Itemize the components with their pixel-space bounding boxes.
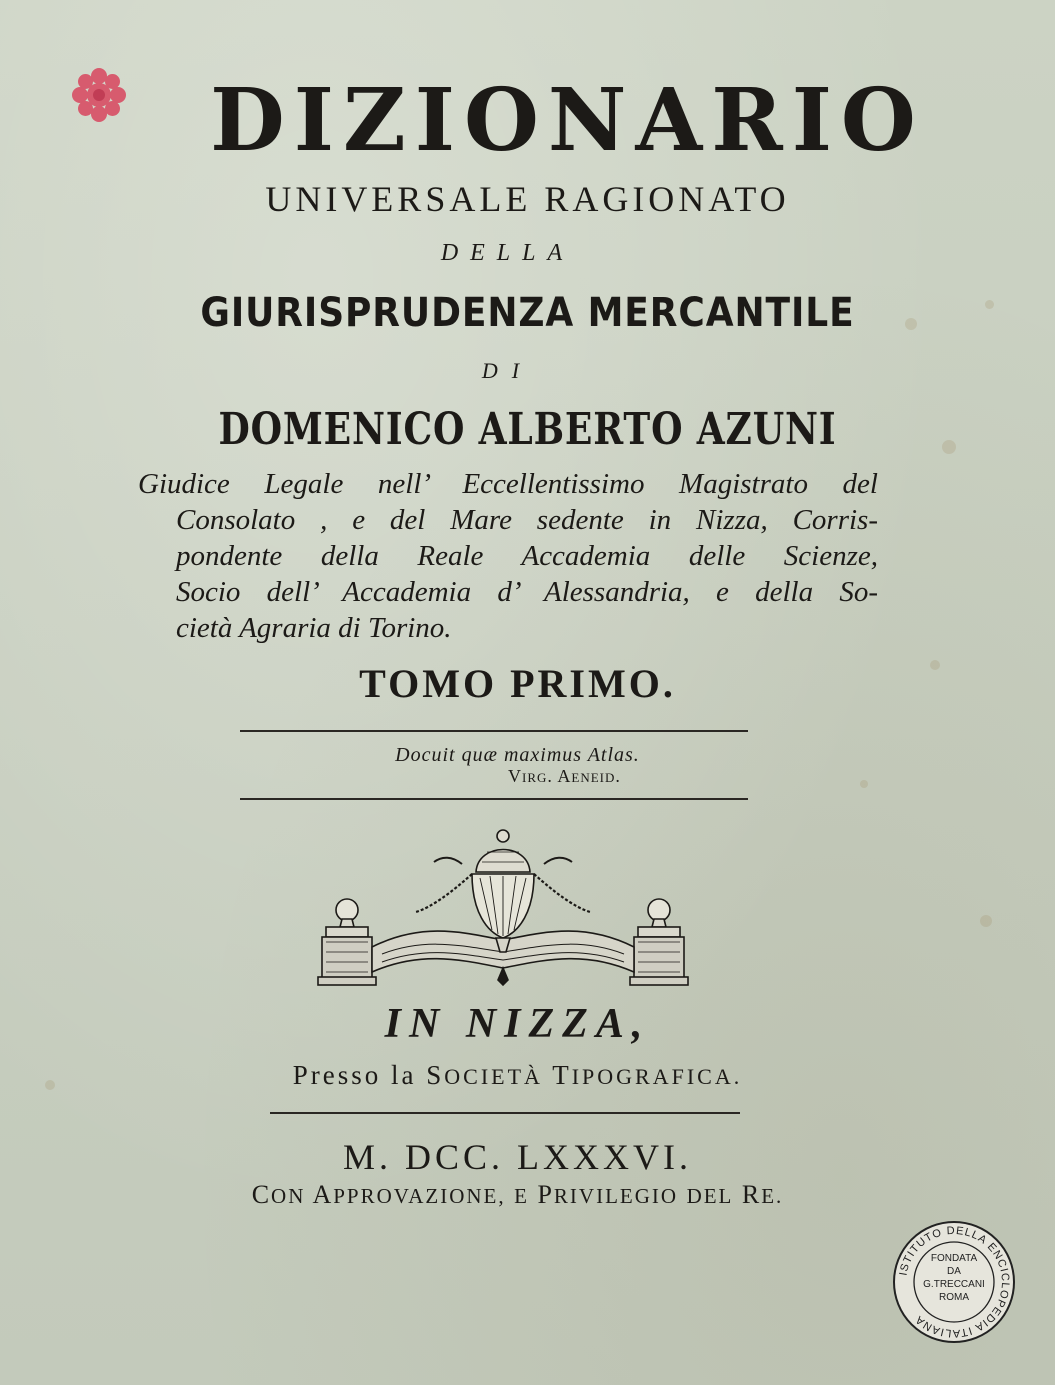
- subtitle-line-2: GIURISPRUDENZA MERCANTILE: [200, 290, 855, 336]
- subtitle-line-1: UNIVERSALE RAGIONATO: [265, 179, 790, 219]
- credential-line: Giudice Legale nell’ Eccellentissimo Magistrato del: [138, 468, 878, 500]
- credential-line: Socio dell’ Accademia d’ Alessandria, e della So-: [176, 576, 878, 608]
- privilege-initial: A: [312, 1180, 334, 1209]
- imprint-city: IN NIZZA,: [384, 1001, 651, 1047]
- imprint-publisher: [0, 1060, 1045, 1091]
- divider-rule: [240, 730, 748, 732]
- divider-rule: [270, 1112, 740, 1114]
- treccani-library-stamp: [890, 1218, 1018, 1346]
- publisher-initial: T: [552, 1060, 572, 1090]
- connector-della: DELLA: [440, 240, 575, 266]
- credential-line: pondente della Reale Accademia delle Scienze,: [176, 540, 878, 572]
- credential-line: Consolato , e del Mare sedente in Nizza, Corris-: [176, 504, 878, 536]
- privilege-word: E: [514, 1184, 529, 1208]
- foxing-spot: [860, 780, 868, 788]
- divider-rule: [240, 798, 748, 800]
- author-name: DOMENICO ALBERTO AZUNI: [218, 404, 837, 455]
- author-credentials: [138, 466, 878, 646]
- publisher-initial: S: [426, 1060, 445, 1090]
- connector-di: DI: [481, 358, 534, 383]
- publisher-word: OCIETÀ: [444, 1064, 543, 1089]
- stamp-line: FONDATA: [930, 1253, 978, 1264]
- stamp-center-text: [920, 1252, 988, 1304]
- publisher-prefix: Presso la: [292, 1060, 417, 1090]
- privilege-word: ON: [271, 1184, 306, 1208]
- volume-label: TOMO PRIMO.: [359, 661, 676, 706]
- privilege-word: PPROVAZIONE,: [333, 1184, 506, 1208]
- printers-ornament-urn: [312, 822, 694, 992]
- book-title: DIZIONARIO: [210, 70, 925, 171]
- privilege-initial: C: [251, 1180, 272, 1209]
- privilege-word: DEL: [686, 1184, 734, 1208]
- privilege-initial: P: [537, 1180, 554, 1209]
- imprint-privilege: [0, 1180, 1045, 1210]
- stamp-line: ROMA: [939, 1292, 969, 1303]
- imprint-year: M. DCC. LXXXVI.: [342, 1137, 692, 1177]
- stamp-line: G.TRECCANI: [923, 1279, 985, 1290]
- publisher-word: IPOGRAFICA.: [571, 1064, 743, 1089]
- privilege-word: E.: [761, 1184, 784, 1208]
- foxing-spot: [980, 915, 992, 927]
- credential-line: cietà Agraria di Torino.: [176, 612, 452, 644]
- stamp-line: DA: [947, 1266, 961, 1277]
- privilege-word: RIVILEGIO: [553, 1184, 679, 1208]
- privilege-initial: R: [741, 1180, 762, 1209]
- epigraph-source: Virg. Aeneid.: [508, 766, 621, 786]
- stamp-ring-text: ISTITUTO DELLA ENCICLOPEDIA ITALIANA: [897, 1224, 1012, 1340]
- epigraph: Docuit quæ maximus Atlas.: [395, 744, 640, 766]
